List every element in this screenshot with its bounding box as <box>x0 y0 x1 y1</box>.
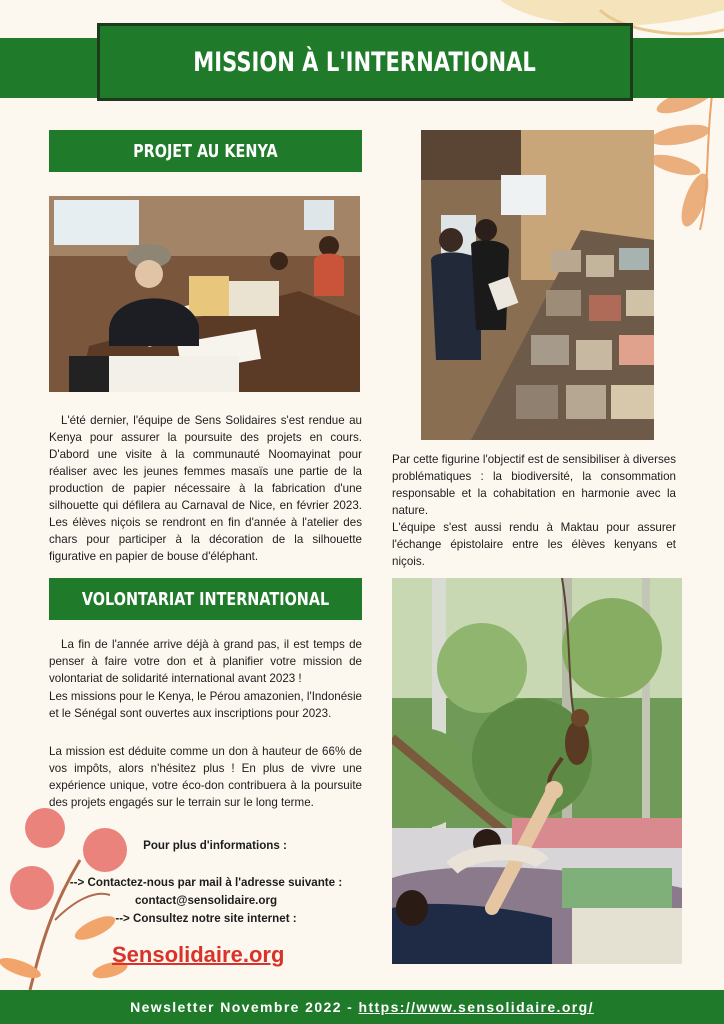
contact-intro: Pour plus d'informations : <box>143 839 287 852</box>
volontariat-paragraph-3: La mission est déduite comme un don à hauteur de 66% de vos impôts, alors n'hésitez plus ! En plus de vivre une expérience unique, votre éco-don contribuera à la poursuite des projets engagés sur le terrain sur le long terme. <box>49 745 362 809</box>
footer-link[interactable]: https://www.sensolidaire.org/ <box>358 999 594 1015</box>
photo-monkey-forest <box>392 578 682 964</box>
contact-site-line: --> Consultez notre site internet : <box>115 912 297 925</box>
kenya-heading-bar <box>49 130 362 172</box>
page-title: MISSION À L'INTERNATIONAL <box>193 46 537 78</box>
volontariat-heading-bar <box>49 578 362 620</box>
volontariat-paragraph-1: La fin de l'année arrive déjà à grand pas, il est temps de penser à faire votre don et à planifier votre mission de volontariat de solidarité international avant 2023 ! <box>49 638 362 685</box>
brand-site-link[interactable]: Sensolidaire.org <box>112 942 285 967</box>
page-title-box <box>97 23 633 101</box>
kenya-right-paragraph-2: L'équipe s'est aussi rendu à Maktau pour assurer l'échange épistolaire entre les élèves kenyans et niçois. <box>392 521 676 568</box>
footer-text: Newsletter Novembre 2022 - <box>130 999 359 1015</box>
contact-email-link[interactable]: contact@sensolidaire.org <box>134 894 278 907</box>
volontariat-heading: VOLONTARIAT INTERNATIONAL <box>81 588 330 610</box>
kenya-heading: PROJET AU KENYA <box>133 140 278 162</box>
kenya-right-paragraph-1: Par cette figurine l'objectif est de sensibiliser à diverses problématiques : la biodiversité, la consommation responsable et la cohabitation en harmonie avec la nature. <box>392 453 676 517</box>
kenya-paragraph: L'été dernier, l'équipe de Sens Solidaires s'est rendue au Kenya pour assurer la poursuite des projets en cours. D'abord une visite à la communauté Noomayinat pour réaliser avec les jeunes femmes masaïs une partie de la production de papier nécessaire à la fabrication d'une silhouette qui défilera au Carnaval de Nice, en février 2023. Les élèves niçois se rendront en fin d'année à l'atelier des chars pour participer à la décoration de la silhouette figurative en papier de bouse d'éléphant. <box>49 414 362 563</box>
photo-paper-workshop <box>421 130 654 440</box>
footer-bar <box>0 990 724 1024</box>
contact-mail-line: --> Contactez-nous par mail à l'adresse suivante : <box>69 876 343 889</box>
volontariat-paragraph-2: Les missions pour le Kenya, le Pérou amazonien, l'Indonésie et le Sénégal sont ouvertes aux inscriptions pour 2023. <box>49 690 362 720</box>
photo-classroom <box>49 196 360 392</box>
